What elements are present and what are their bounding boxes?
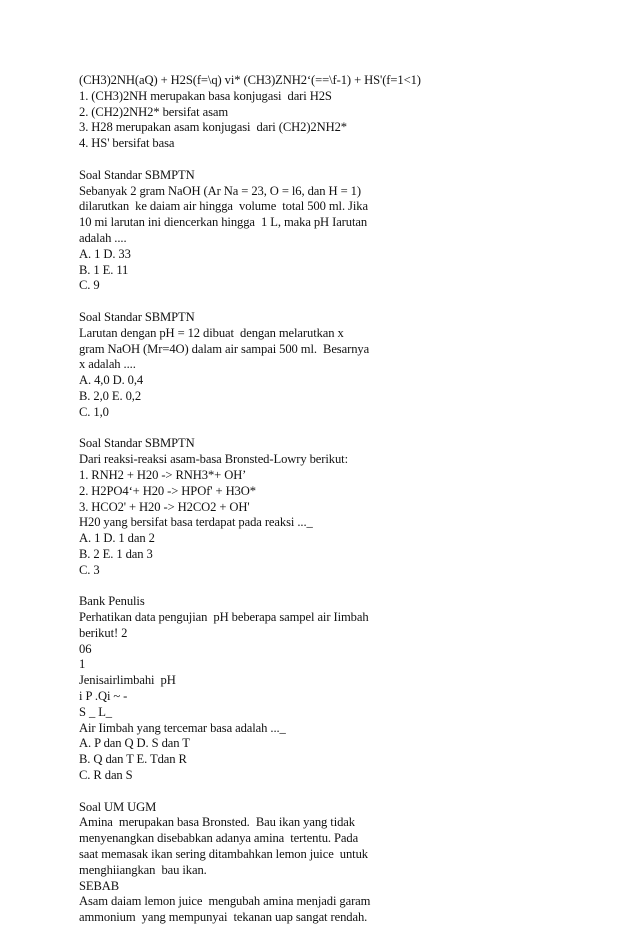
question-waste-water-ph xyxy=(79,594,579,784)
text-line: Asam daiam lemon juice mengubah amina menjadi garam xyxy=(79,894,371,909)
text-line: 3. H28 merupakan asam konjugasi dari (CH2)2NH2* xyxy=(79,120,348,135)
text-line: B. 1 E. 11 xyxy=(79,262,129,277)
text-line: Sebanyak 2 gram NaOH (Ar Na = 23, O = l6, dan H = 1) xyxy=(79,183,361,198)
text-line: C. 1,0 xyxy=(79,404,109,419)
text-line: Air Iimbah yang tercemar basa adalah ..._ xyxy=(79,720,286,735)
text-line: saat memasak ikan sering ditambahkan lemon juice untuk xyxy=(79,847,368,862)
question-naoh-dilution xyxy=(79,168,579,294)
text-line: 1. RNH2 + H20 -> RNH3*+ OH’ xyxy=(79,467,247,482)
text-line: Larutan dengan pH = 12 dibuat dengan melarutkan x xyxy=(79,325,344,340)
text-line: dilarutkan ke daiam air hingga volume total 500 ml. Jika xyxy=(79,199,368,214)
text-line: A. 4,0 D. 0,4 xyxy=(79,373,144,388)
text-line: A. P dan Q D. S dan T xyxy=(79,736,190,751)
text-line: 3. HCO2' + H20 -> H2CO2 + OH' xyxy=(79,499,250,514)
text-line: adalah .... xyxy=(79,230,127,245)
text-line: x adalah .... xyxy=(79,357,136,372)
question-bronsted-lowry xyxy=(79,436,579,578)
text-line: menghiiangkan bau ikan. xyxy=(79,862,207,877)
text-line: S _ L_ xyxy=(79,704,112,719)
text-line: (CH3)2NH(aQ) + H2S(f=\q) vi* (CH3)ZNH2‘(==\f-1) + HS'(f=1<1) xyxy=(79,73,421,87)
text-line: 2. (CH2)2NH2* bersifat asam xyxy=(79,104,229,119)
text-line: A. 1 D. 1 dan 2 xyxy=(79,531,155,546)
text-line: berikut! 2 xyxy=(79,625,128,640)
text-line: 06 xyxy=(79,641,92,656)
text-line: Soal Standar SBMPTN xyxy=(79,436,195,451)
text-line: gram NaOH (Mr=4O) dalam air sampai 500 ml. Besarnya xyxy=(79,341,370,356)
text-line: B. 2,0 E. 0,2 xyxy=(79,388,142,403)
question-naoh-mass xyxy=(79,310,579,421)
text-line: Soal Standar SBMPTN xyxy=(79,167,195,182)
text-line: i P .Qi ~ - xyxy=(79,689,128,704)
text-line: Soal UM UGM xyxy=(79,799,157,814)
text-line: B. 2 E. 1 dan 3 xyxy=(79,546,153,561)
text-line: 4. HS' bersifat basa xyxy=(79,136,175,151)
text-line: C. 9 xyxy=(79,278,100,293)
text-line: Soal Standar SBMPTN xyxy=(79,309,195,324)
text-line: SEBAB xyxy=(79,878,120,893)
text-line: Bank Penulis xyxy=(79,594,145,609)
text-line: menyenangkan disebabkan adanya amina tertentu. Pada xyxy=(79,831,359,846)
text-line: H20 yang bersifat basa terdapat pada reaksi ..._ xyxy=(79,515,313,530)
text-line: Perhatikan data pengujian pH beberapa sampel air Iimbah xyxy=(79,610,369,625)
text-line: 1. (CH3)2NH merupakan basa konjugasi dari H2S xyxy=(79,88,332,103)
text-line: C. 3 xyxy=(79,562,100,577)
reaction-statements-section xyxy=(79,73,579,152)
text-line: A. 1 D. 33 xyxy=(79,246,131,261)
text-line: Dari reaksi-reaksi asam-basa Bronsted-Lowry berikut: xyxy=(79,452,348,467)
text-line: C. R dan S xyxy=(79,768,133,783)
text-line: Jenisairlimbahi pH xyxy=(79,673,176,688)
text-line: 10 mi larutan ini diencerkan hingga 1 L, maka pH Iarutan xyxy=(79,215,368,230)
text-line: ammonium yang mempunyai tekanan uap sangat rendah. xyxy=(79,910,368,925)
text-line: 1 xyxy=(79,657,86,672)
document-body xyxy=(79,73,579,942)
text-line: 2. H2PO4‘+ H20 -> HPOf' + H3O* xyxy=(79,483,256,498)
text-line: B. Q dan T E. Tdan R xyxy=(79,752,187,767)
text-line: Amina merupakan basa Bronsted. Bau ikan yang tidak xyxy=(79,815,355,830)
question-amine-lemon xyxy=(79,800,579,926)
